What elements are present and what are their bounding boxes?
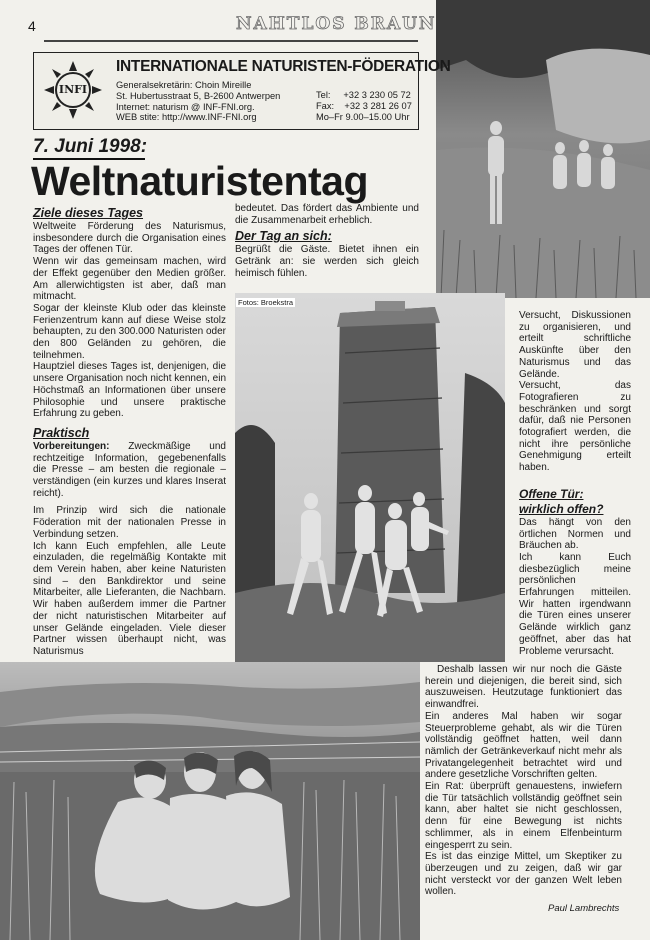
photo-credit: Fotos: Broekstra bbox=[238, 298, 294, 307]
page-number: 4 bbox=[28, 18, 36, 34]
paragraph: Versucht, Diskussionen zu organisieren, und erteilt schriftliche Auskünfte über den Naturismus und das Gelände. bbox=[519, 310, 631, 380]
photo-meadow-group bbox=[436, 0, 650, 298]
inf-logo-text: INFI bbox=[58, 83, 88, 96]
photo-landscape-trio-image bbox=[0, 662, 420, 940]
paragraph: Ich kann Euch empfehlen, alle Leute einzuladen, die regelmäßig Kontakte mit dem Verein haben, aber keine Naturisten sind – den Bankdirektor und seine Mitarbeiter, alle Lieferanten, die Nachbarn. Wir haben außerdem immer die Partner der nicht naturistischen Mitarbeiter auf unser Gelände eingeladen. Viele dieser Partner wissen überhaupt nicht, was Naturismus bbox=[33, 540, 226, 657]
org-phone: Tel: +32 3 230 05 72 Fax: +32 3 281 26 07 Mo–Fr 9.00–15.00 Uhr bbox=[316, 90, 412, 122]
paragraph: Ich kann Euch diesbezüglich meine persönlichen Erfahrungen mitteilen. Wir hatten irgendwann die Türen eines unserer Gelände wirklich ganz geöffnet, aber das hat Probleme verursacht. bbox=[519, 551, 631, 657]
author-signature: Paul Lambrechts bbox=[548, 903, 620, 914]
paragraph: Ein anderes Mal haben wir sogar Steuerprobleme gehabt, als wir die Türen vollständig geöffnet hatten, weil dann nämlich der Getränkeverkauf nicht mehr als Privatangelegenheit betrachtet wird und andere gesetzliche Vorschriften gelten. bbox=[425, 710, 622, 781]
subheading-day: Der Tag an sich: bbox=[235, 229, 332, 244]
inline-label: Vorbereitungen: bbox=[33, 440, 110, 452]
paragraph bbox=[33, 441, 226, 500]
paragraph: Das hängt von den örtlichen Normen und Bräuchen ab. bbox=[519, 516, 631, 552]
paragraph: bedeutet. Das fördert das Ambiente und die Zusammenarbeit erheblich. bbox=[235, 203, 419, 226]
paragraph-text: Zweckmäßige und rechtzeitige Information, gegebenenfalls die Presse – am besten die regionale – verständigen (ein kurzes und klares Inserat reicht). bbox=[33, 440, 226, 499]
photo-landscape-trio bbox=[0, 662, 420, 940]
photo-tower bbox=[235, 293, 505, 662]
paragraph: Versucht, das Fotografieren zu beschränken und sorgt dafür, daß nie Personen fotografiert werden, die nicht ihre persönliche Genehmigung erteilt haben. bbox=[519, 380, 631, 474]
paragraph: Begrüßt die Gäste. Bietet ihnen ein Getränk an: sie werden sich gleich heimisch fühlen. bbox=[235, 244, 419, 279]
subheading-goals: Ziele dieses Tages bbox=[33, 206, 144, 220]
subheading-open-door: Offene Tür: bbox=[519, 486, 584, 501]
running-head: NAHTLOS BRAUN bbox=[236, 14, 437, 34]
paragraph: Deshalb lassen wir nur noch die Gäste herein und diejenigen, die bereit sind, sich auszuweisen. Heutzutage funktioniert das einwandfrei. bbox=[425, 664, 622, 711]
inf-logo bbox=[42, 59, 104, 121]
inf-contact-box bbox=[33, 52, 451, 130]
paragraph: Im Prinzip wird sich die nationale Föderation mit der nationalen Presse in Verbindung setzen. bbox=[33, 505, 226, 540]
paragraph: Es ist das einzige Mittel, um Skeptiker zu überzeugen und zu zeigen, daß wir gar nicht versteckt vor der ganzen Welt leben wollen. bbox=[425, 851, 622, 898]
org-address: Generalsekretärin: Choin Mireille St. Hubertusstraat 5, B-2600 Antwerpen Internet: naturism @ INF-FNI.org. WEB stite: http://www.INF-FNI.org bbox=[116, 80, 281, 123]
column-3-continued bbox=[425, 664, 622, 898]
column-2 bbox=[235, 203, 419, 280]
subheading-practical: Praktisch bbox=[33, 425, 90, 440]
column-1 bbox=[33, 206, 226, 658]
photo-tower-image bbox=[235, 293, 505, 662]
paragraph: Wenn wir das gemeinsam machen, wird der Effekt gegenüber den Medien größer. Am allerwichtigsten ist aber, daß man mitmacht. bbox=[33, 256, 226, 303]
header-rule bbox=[44, 40, 418, 42]
subheading-really-open: wirklich offen? bbox=[519, 501, 604, 516]
paragraph: Ein Rat: überprüft genauestens, inwiefern die Tür tatsächlich vollständig geöffnet sein kann, aber haltet sie nicht geschlossen, denn für eine Bewegung ist nichts schlimmer, als in einem Elfenbeinturm eingesperrt zu sein. bbox=[425, 781, 622, 851]
article-date: 7. Juni 1998: bbox=[33, 136, 148, 157]
article-title: Weltnaturistentag bbox=[31, 158, 368, 204]
paragraph: Weltweite Förderung des Naturismus, insbesondere durch die Organisation eines Tages der offenen Tür. bbox=[33, 221, 226, 256]
org-name: INTERNATIONALE NATURISTEN-FÖDERATION bbox=[116, 58, 451, 75]
paragraph: Sogar der kleinste Klub oder das kleinste Ferienzentrum kann auf diese Weise stolz behaupten, zu den 300.000 Naturisten oder den 800 Geländen zu gehören, die teilnehmen. bbox=[33, 302, 226, 361]
paragraph: Hauptziel dieses Tages ist, denjenigen, die unsere Organisation noch nicht kennen, ein Höchstmaß an Informationen über unsere Philosophie und unsere praktische Erfahrung zu geben. bbox=[33, 361, 226, 420]
photo-meadow-group-image bbox=[436, 0, 650, 298]
column-3 bbox=[519, 310, 631, 657]
